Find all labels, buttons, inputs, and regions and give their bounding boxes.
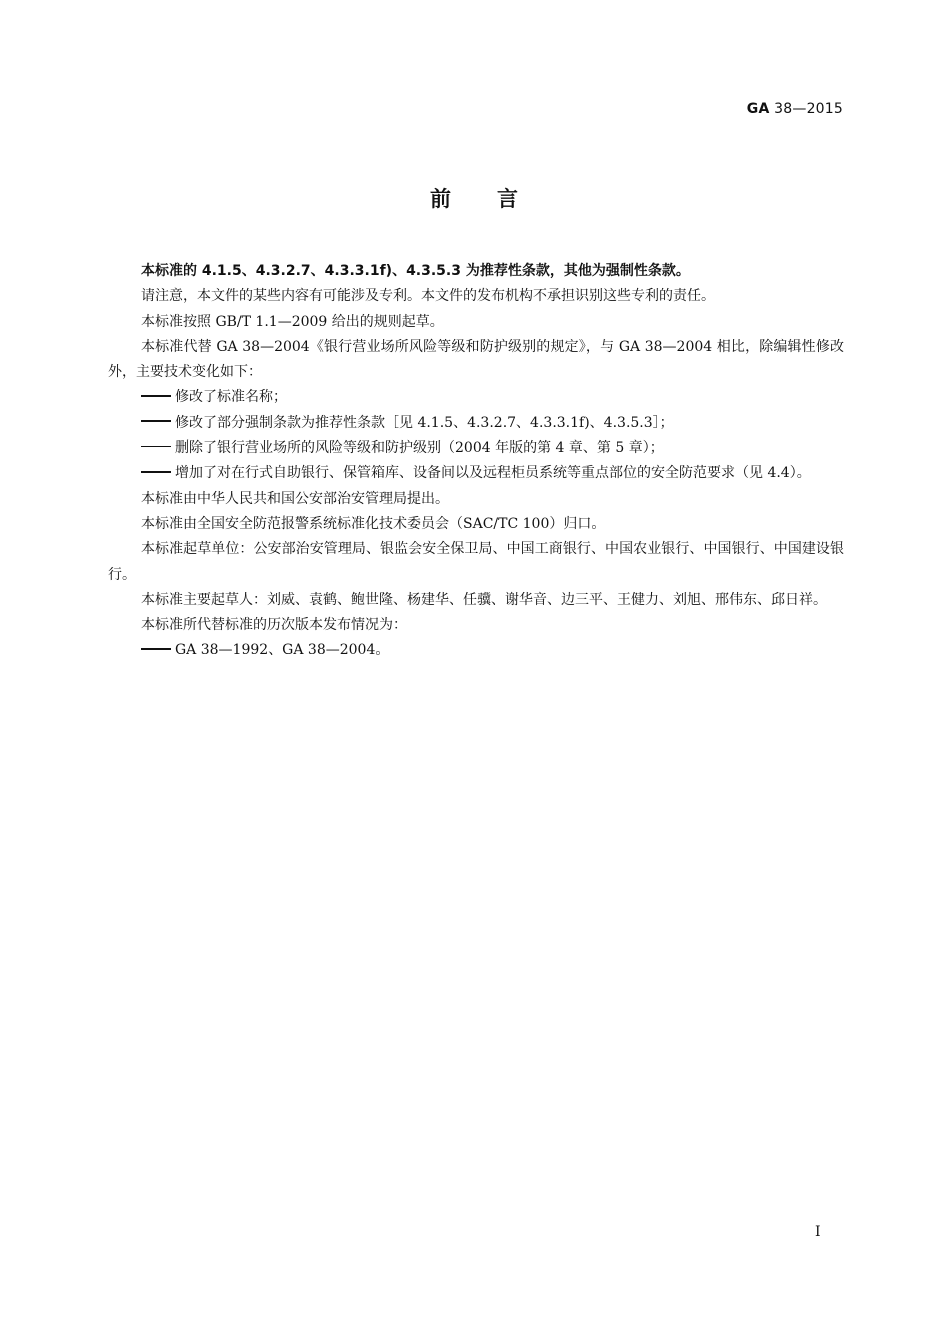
paragraph-version-history: 本标准所代替标准的历次版本发布情况为： <box>141 617 407 634</box>
change-text: 增加了对在行式自助银行、保管箱库、设备间以及远程柜员系统等重点部位的安全防范要求（见 4.4）。 <box>175 465 811 482</box>
paragraph-patent-notice: 请注意，本文件的某些内容有可能涉及专利。本文件的发布机构不承担识别这些专利的责任。 <box>141 288 715 305</box>
history-text: GA 38—1992、GA 38—2004。 <box>175 642 390 659</box>
change-list-item <box>141 461 844 486</box>
paragraph-replacement: 本标准代替 GA 38—2004《银行营业场所风险等级和防护级别的规定》，与 GA 38—2004 相比，除编辑性修改外，主要技术变化如下： <box>108 338 844 381</box>
history-list-item <box>141 638 844 663</box>
dash-mark <box>141 411 175 436</box>
dash-mark <box>141 461 175 486</box>
change-text: 修改了部分强制条款为推荐性条款［见 4.1.5、4.3.2.7、4.3.3.1f)、4.3.5.3］； <box>175 414 674 431</box>
paragraph-proposer: 本标准由中华人民共和国公安部治安管理局提出。 <box>141 490 449 507</box>
change-list-item <box>141 411 844 436</box>
change-list-item <box>141 385 844 410</box>
change-text: 修改了标准名称； <box>175 389 287 406</box>
change-text: 删除了银行营业场所的风险等级和防护级别（2004 年版的第 4 章、第 5 章）； <box>175 440 664 457</box>
standard-number: 38—2015 <box>774 101 843 117</box>
paragraph-clause-note: 本标准的 4.1.5、4.3.2.7、4.3.3.1f)、4.3.5.3 为推荐性条款，其他为强制性条款。 <box>141 263 690 279</box>
page-title <box>0 183 950 213</box>
dash-mark <box>141 436 175 461</box>
title-part-1: 前 <box>430 187 453 211</box>
title-part-2: 言 <box>497 187 520 211</box>
paragraph-drafting-units: 本标准起草单位：公安部治安管理局、银监会安全保卫局、中国工商银行、中国农业银行、中国银行、中国建设银行。 <box>108 541 844 583</box>
page-number: I <box>815 1224 821 1240</box>
foreword-body <box>108 259 844 664</box>
change-list-item <box>141 436 844 461</box>
standard-prefix: GA <box>746 101 770 117</box>
dash-mark <box>141 638 175 663</box>
dash-mark <box>141 385 175 410</box>
paragraph-committee: 本标准由全国安全防范报警系统标准化技术委员会（SAC/TC 100）归口。 <box>141 515 606 532</box>
paragraph-drafting-rules: 本标准按照 GB/T 1.1—2009 给出的规则起草。 <box>141 313 444 330</box>
paragraph-drafters: 本标准主要起草人：刘威、袁鹤、鲍世隆、杨建华、任骥、谢华音、边三平、王健力、刘旭、邢伟东、邱日祥。 <box>141 591 827 608</box>
document-code <box>747 101 843 117</box>
